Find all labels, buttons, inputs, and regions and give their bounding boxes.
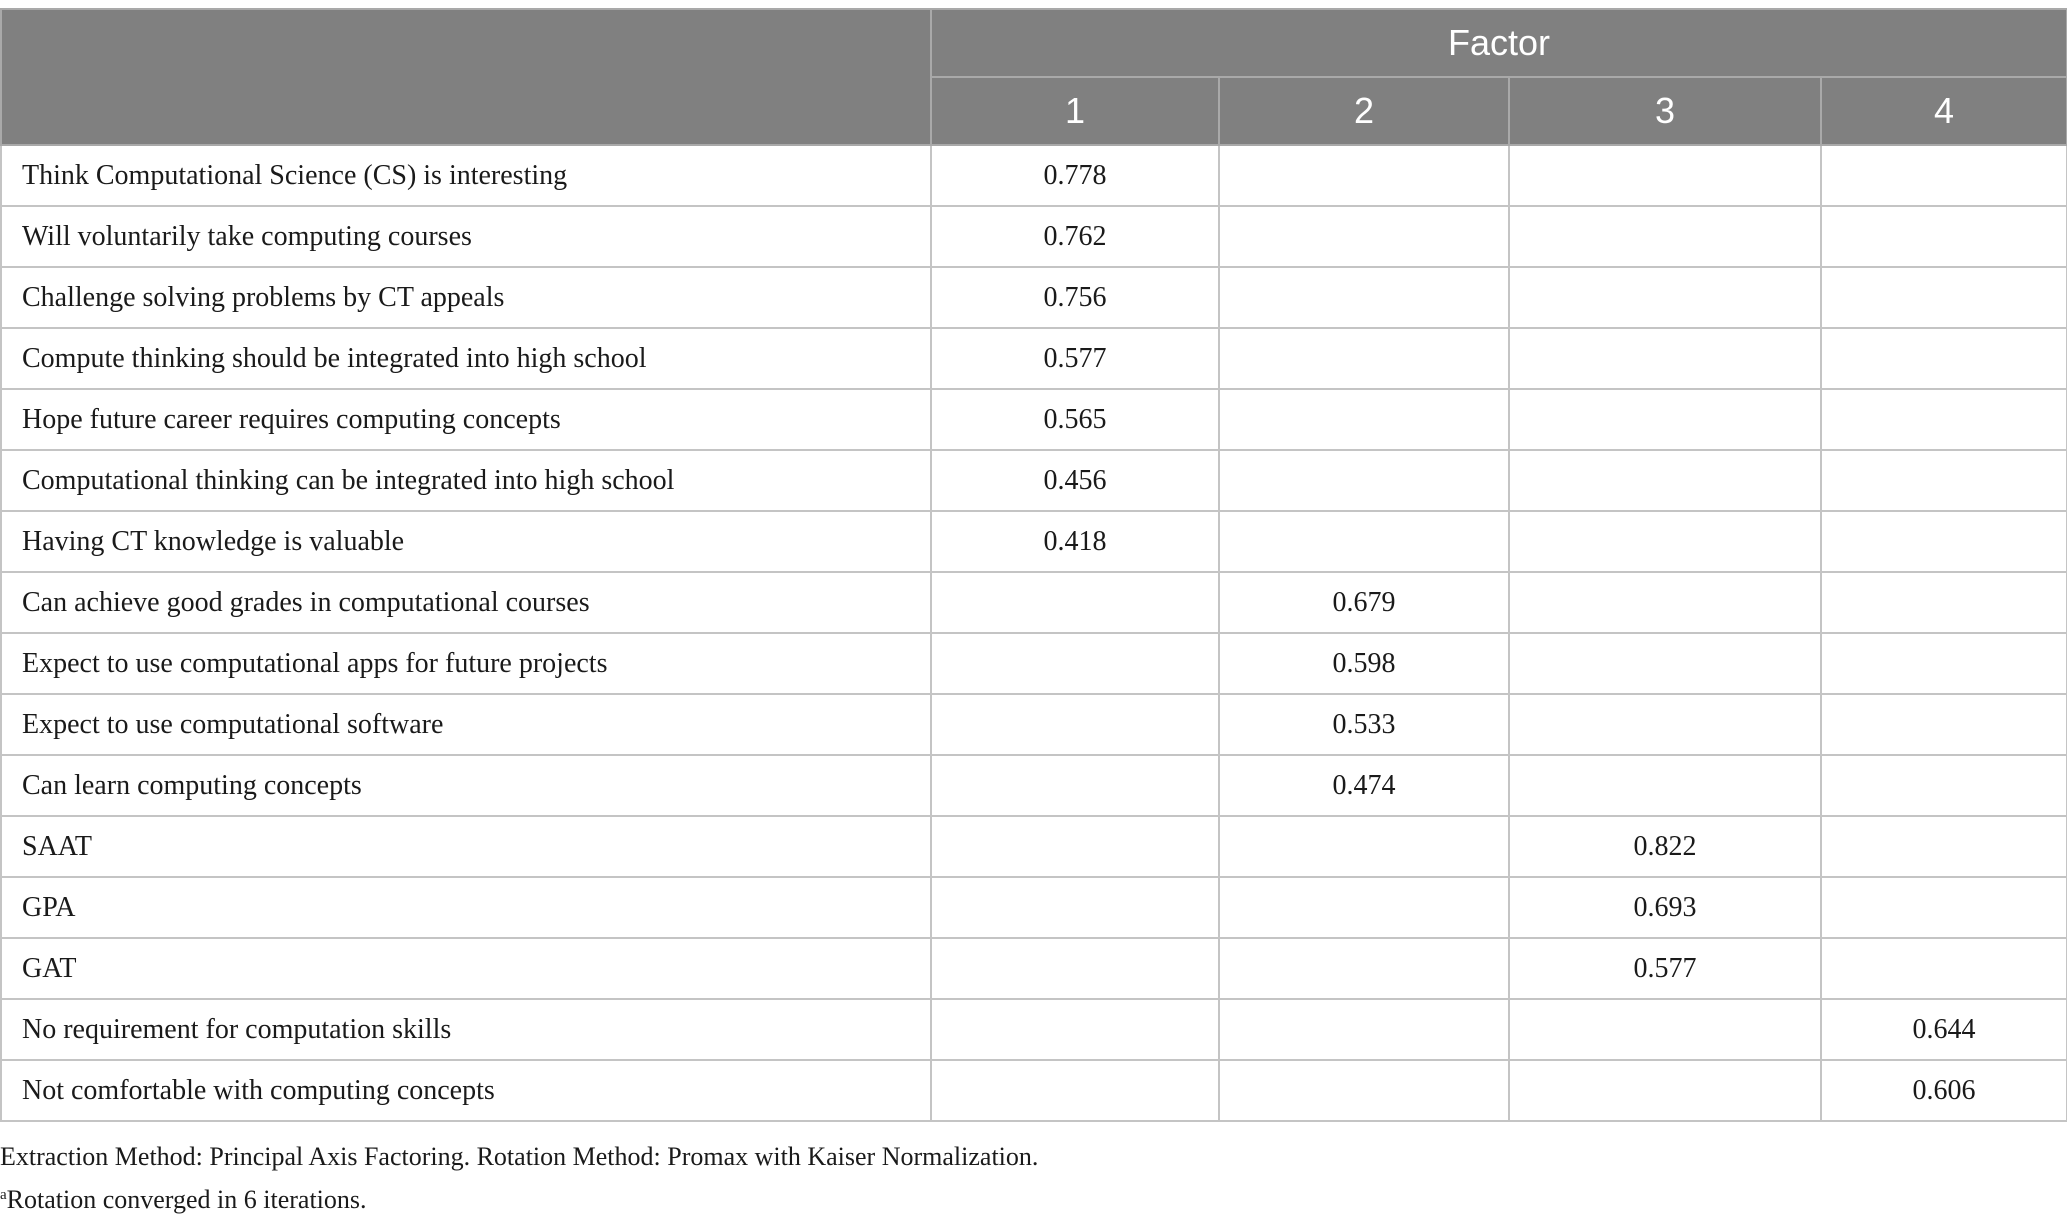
loading-cell-factor-3 [1509, 328, 1821, 389]
loading-cell-factor-1 [931, 1060, 1219, 1121]
loading-cell-factor-3 [1509, 1060, 1821, 1121]
loading-cell-factor-4 [1821, 572, 2067, 633]
loading-cell-factor-3 [1509, 572, 1821, 633]
loading-cell-factor-4: 0.644 [1821, 999, 2067, 1060]
loading-cell-factor-3 [1509, 755, 1821, 816]
table-row [1, 511, 2067, 572]
loading-cell-factor-1 [931, 633, 1219, 694]
loading-cell-factor-3: 0.577 [1509, 938, 1821, 999]
footnote-extraction-method: Extraction Method: Principal Axis Factoring. Rotation Method: Promax with Kaiser Normalization. [0, 1142, 1039, 1171]
loading-cell-factor-1: 0.565 [931, 389, 1219, 450]
loading-cell-factor-1 [931, 999, 1219, 1060]
loading-cell-factor-4 [1821, 145, 2067, 206]
row-label: Will voluntarily take computing courses [1, 206, 931, 267]
footnote-rotation [0, 1176, 1038, 1219]
row-label: Hope future career requires computing concepts [1, 389, 931, 450]
loading-cell-factor-2: 0.474 [1219, 755, 1509, 816]
table-row [1, 1060, 2067, 1121]
row-label: GPA [1, 877, 931, 938]
header-factor-1: 1 [931, 77, 1219, 145]
loading-cell-factor-2: 0.598 [1219, 633, 1509, 694]
table-row [1, 267, 2067, 328]
loading-cell-factor-1 [931, 938, 1219, 999]
row-label: Expect to use computational apps for future projects [1, 633, 931, 694]
row-label: Can achieve good grades in computational courses [1, 572, 931, 633]
row-label: SAAT [1, 816, 931, 877]
table-header [1, 9, 2067, 145]
table-footnotes [0, 1138, 1038, 1219]
row-label: No requirement for computation skills [1, 999, 931, 1060]
loading-cell-factor-4 [1821, 267, 2067, 328]
loading-cell-factor-4 [1821, 938, 2067, 999]
loading-cell-factor-2 [1219, 389, 1509, 450]
row-label: Not comfortable with computing concepts [1, 1060, 931, 1121]
loading-cell-factor-4 [1821, 206, 2067, 267]
loading-cell-factor-2 [1219, 999, 1509, 1060]
loading-cell-factor-3 [1509, 389, 1821, 450]
table-row [1, 938, 2067, 999]
loading-cell-factor-2 [1219, 450, 1509, 511]
footnote-rotation-text: Rotation converged in 6 iterations. [6, 1185, 367, 1214]
loading-cell-factor-2 [1219, 511, 1509, 572]
loading-cell-factor-4 [1821, 328, 2067, 389]
table-row [1, 328, 2067, 389]
table-row [1, 755, 2067, 816]
factor-loadings-table-wrapper [0, 8, 2066, 1122]
row-label: Compute thinking should be integrated into high school [1, 328, 931, 389]
row-label: GAT [1, 938, 931, 999]
loading-cell-factor-4 [1821, 755, 2067, 816]
table-row [1, 206, 2067, 267]
loading-cell-factor-3: 0.693 [1509, 877, 1821, 938]
loading-cell-factor-1: 0.418 [931, 511, 1219, 572]
header-factor-3: 3 [1509, 77, 1821, 145]
loading-cell-factor-4 [1821, 877, 2067, 938]
loading-cell-factor-1: 0.456 [931, 450, 1219, 511]
header-blank-cell [1, 9, 931, 145]
loading-cell-factor-3 [1509, 633, 1821, 694]
table-row [1, 877, 2067, 938]
loading-cell-factor-4 [1821, 694, 2067, 755]
table-row [1, 816, 2067, 877]
row-label: Challenge solving problems by CT appeals [1, 267, 931, 328]
loading-cell-factor-1 [931, 816, 1219, 877]
table-row [1, 450, 2067, 511]
table-body [1, 145, 2067, 1121]
loading-cell-factor-1: 0.577 [931, 328, 1219, 389]
loading-cell-factor-2 [1219, 938, 1509, 999]
loading-cell-factor-4 [1821, 816, 2067, 877]
table-row [1, 999, 2067, 1060]
loading-cell-factor-4 [1821, 633, 2067, 694]
loading-cell-factor-2 [1219, 877, 1509, 938]
loading-cell-factor-2 [1219, 206, 1509, 267]
table-row [1, 572, 2067, 633]
loading-cell-factor-4: 0.606 [1821, 1060, 2067, 1121]
loading-cell-factor-3 [1509, 206, 1821, 267]
loading-cell-factor-3 [1509, 694, 1821, 755]
table-row [1, 389, 2067, 450]
loading-cell-factor-2: 0.533 [1219, 694, 1509, 755]
row-label: Having CT knowledge is valuable [1, 511, 931, 572]
loading-cell-factor-1: 0.756 [931, 267, 1219, 328]
loading-cell-factor-2: 0.679 [1219, 572, 1509, 633]
row-label: Can learn computing concepts [1, 755, 931, 816]
loading-cell-factor-2 [1219, 145, 1509, 206]
loading-cell-factor-1: 0.762 [931, 206, 1219, 267]
table-row [1, 633, 2067, 694]
loading-cell-factor-2 [1219, 1060, 1509, 1121]
loading-cell-factor-1 [931, 755, 1219, 816]
row-label: Think Computational Science (CS) is interesting [1, 145, 931, 206]
header-factor-group: Factor [931, 9, 2067, 77]
loading-cell-factor-2 [1219, 816, 1509, 877]
loading-cell-factor-3 [1509, 267, 1821, 328]
loading-cell-factor-4 [1821, 389, 2067, 450]
loading-cell-factor-1 [931, 877, 1219, 938]
loading-cell-factor-2 [1219, 267, 1509, 328]
table-row [1, 694, 2067, 755]
loading-cell-factor-1 [931, 694, 1219, 755]
loading-cell-factor-3 [1509, 511, 1821, 572]
row-label: Expect to use computational software [1, 694, 931, 755]
loading-cell-factor-3: 0.822 [1509, 816, 1821, 877]
loading-cell-factor-3 [1509, 145, 1821, 206]
loading-cell-factor-1 [931, 572, 1219, 633]
loading-cell-factor-1: 0.778 [931, 145, 1219, 206]
loading-cell-factor-2 [1219, 328, 1509, 389]
header-factor-2: 2 [1219, 77, 1509, 145]
loading-cell-factor-4 [1821, 511, 2067, 572]
loading-cell-factor-4 [1821, 450, 2067, 511]
loading-cell-factor-3 [1509, 999, 1821, 1060]
factor-loadings-table [0, 8, 2067, 1122]
row-label: Computational thinking can be integrated into high school [1, 450, 931, 511]
table-row [1, 145, 2067, 206]
loading-cell-factor-3 [1509, 450, 1821, 511]
header-factor-4: 4 [1821, 77, 2067, 145]
footnote-marker: a [0, 1187, 7, 1203]
